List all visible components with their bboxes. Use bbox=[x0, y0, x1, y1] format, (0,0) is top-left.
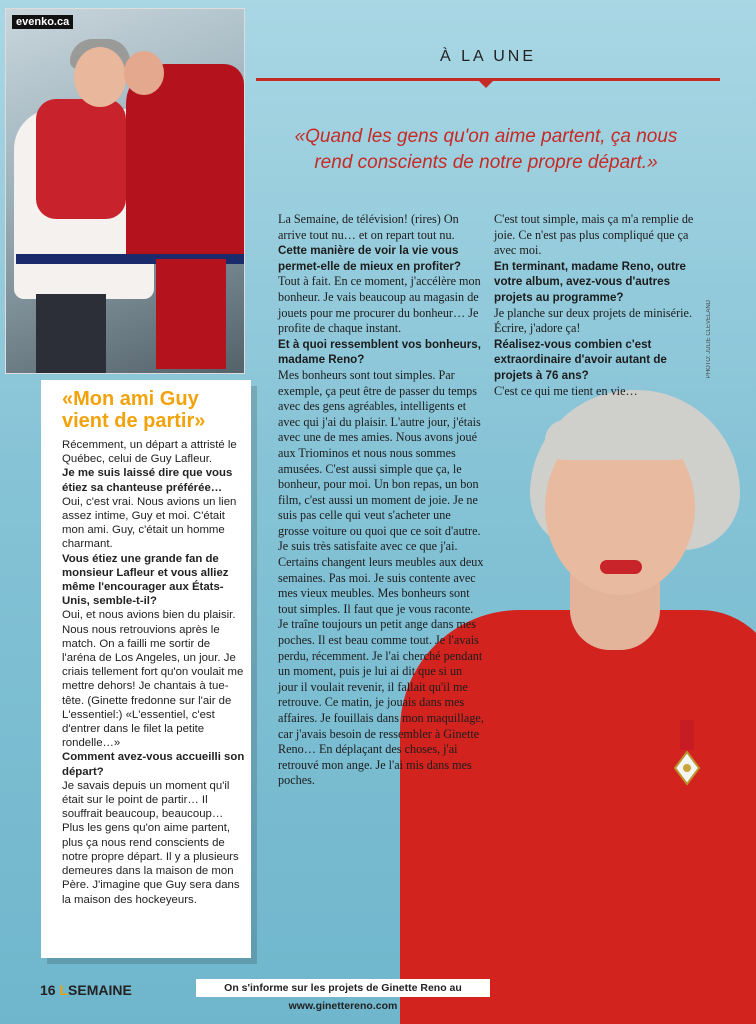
portrait-lips bbox=[600, 560, 642, 574]
article-column-2 bbox=[494, 212, 706, 399]
article-paragraph: Tout à fait. En ce moment, j'accélère mon bonheur. Je vais beaucoup au magasin de jouets pour me procurer du bonheur… Je profite de chaque instant. bbox=[278, 274, 481, 336]
portrait-bangs bbox=[545, 420, 695, 460]
article-paragraph: C'est tout simple, mais ça m'a remplie de joie. Ce n'est pas plus compliqué que ça avec moi. bbox=[494, 212, 694, 258]
footer-website-note: On s'informe sur les projets de Ginette Reno au www.ginettereno.com bbox=[196, 979, 490, 997]
sidebar-question: Comment avez-vous accueilli son départ? bbox=[62, 751, 245, 778]
medal-icon bbox=[672, 720, 702, 800]
article-paragraph: La Semaine, de télévision! (rires) On arrive tout nu… et on repart tout nu. bbox=[278, 212, 459, 242]
photo-figure-socks bbox=[156, 259, 226, 369]
sidebar-question: Vous étiez une grande fan de monsieur Lafleur et vous alliez même l'encourager aux États-Unis, semble-t-il? bbox=[62, 552, 229, 608]
sidebar-title: «Mon ami Guy vient de partir» bbox=[62, 388, 206, 432]
article-paragraph: Mes bonheurs sont tout simples. Par exemple, ça peut être de passer du temps avec des gens agréables, intelligents et avec qui j'ai du plaisir. L'autre jour, j'étais avec une de mes amies. Nous avons joué aux Triominos et nous nous sommes amusées. C'est aussi simple que ça, le bonheur, pour moi. Un bon repas, un bon film, c'est aussi un moment de joie. Je ne suis pas celle qui veut s'acheter une grosse voiture ou quoi que ce soit d'autre. Je suis très satisfaite avec ce que j'ai. Certains changent leurs meubles aux deux semaines. Pas moi. Je suis contente avec mes vieux meubles. Mes bonheurs sont tout simples. Il faut que je vous raconte. Je traîne toujours un petit ange dans mes poches. Il est beau comme tout. Je l'avais perdu, récemment. Je l'ai cherché pendant un moment, puis je lui ai dit que si un jour il voulait revenir, il fallait qu'il me retrouve. Ce matin, je jouais dans mes affaires. Je fouillais dans mon maquillage, car j'avais besoin de ressembler à Ginette Reno… En déplaçant des choses, j'ai retrouvé mon ange. Je l'ai mis dans mes poches. bbox=[278, 367, 484, 788]
page-footer bbox=[40, 982, 132, 998]
evenko-logo: evenko.ca bbox=[12, 15, 73, 29]
article-question: Réalisez-vous combien c'est extraordinaire d'avoir autant de projets à 76 ans? bbox=[494, 337, 667, 382]
photo-figure-scarf bbox=[36, 99, 126, 219]
article-paragraph: C'est ce qui me tient en vie… bbox=[494, 383, 638, 398]
sidebar-paragraph: Je savais depuis un moment qu'il était sur le point de partir… Il souffrait beaucoup, beaucoup… Plus les gens qu'on aime partent, plus ça nous rend conscients de notre propre départ. Il y a plusieurs demeures dans la maison de mon Père. J'imagine que Guy sera dans la maison des hockeyeurs. bbox=[62, 779, 240, 906]
heading-rule-notch bbox=[476, 78, 496, 88]
sidebar-paragraph: Récemment, un départ a attristé le Québec, celui de Guy Lafleur. bbox=[62, 439, 237, 466]
photo-credit: PHOTO: JULIE CLEVELAND bbox=[706, 300, 712, 379]
sidebar-text bbox=[62, 438, 246, 907]
article-question: Et à quoi ressemblent vos bonheurs, madame Reno? bbox=[278, 337, 481, 367]
sidebar-paragraph: Oui, c'est vrai. Nous avions un lien assez intime, Guy et moi. C'était mon ami. Guy, c'était un homme charmant. bbox=[62, 495, 237, 551]
sidebar-paragraph: Oui, et nous avions bien du plaisir. Nous nous retrouvions après le match. On a failli me sortir de l'aréna de Los Angeles, un jour. Je criais tellement fort qu'on voulait me mettre dehors! Je chantais à tue-tête. (Ginette fredonne sur l'air de L'essentiel:) «L'essentiel, c'est d'entrer dans le filet la petite rondelle…» bbox=[62, 609, 244, 750]
photo-figure-pants bbox=[36, 294, 106, 374]
article-question: Cette manière de voir la vie vous permet-elle de mieux en profiter? bbox=[278, 244, 461, 273]
article-column-1 bbox=[278, 212, 484, 789]
sidebar-box bbox=[41, 380, 251, 958]
photo-figure-face-2 bbox=[124, 51, 164, 95]
page-number: 16 bbox=[40, 982, 56, 998]
section-heading: À LA UNE bbox=[439, 48, 537, 65]
pull-quote: «Quand les gens qu'on aime partent, ça nous rend conscients de notre propre départ.» bbox=[294, 126, 678, 173]
sidebar-question: Je me suis laissé dire que vous étiez sa chanteuse préférée… bbox=[62, 467, 233, 494]
photo-figure-face bbox=[74, 47, 126, 107]
article-paragraph: Je planche sur deux projets de minisérie. Écrire, j'adore ça! bbox=[494, 305, 692, 336]
hockey-photo bbox=[5, 8, 245, 374]
magazine-logo-l: L bbox=[59, 982, 69, 998]
magazine-name: SEMAINE bbox=[68, 982, 132, 998]
article-question: En terminant, madame Reno, outre votre album, avez-vous d'autres projets au programme? bbox=[494, 259, 686, 304]
